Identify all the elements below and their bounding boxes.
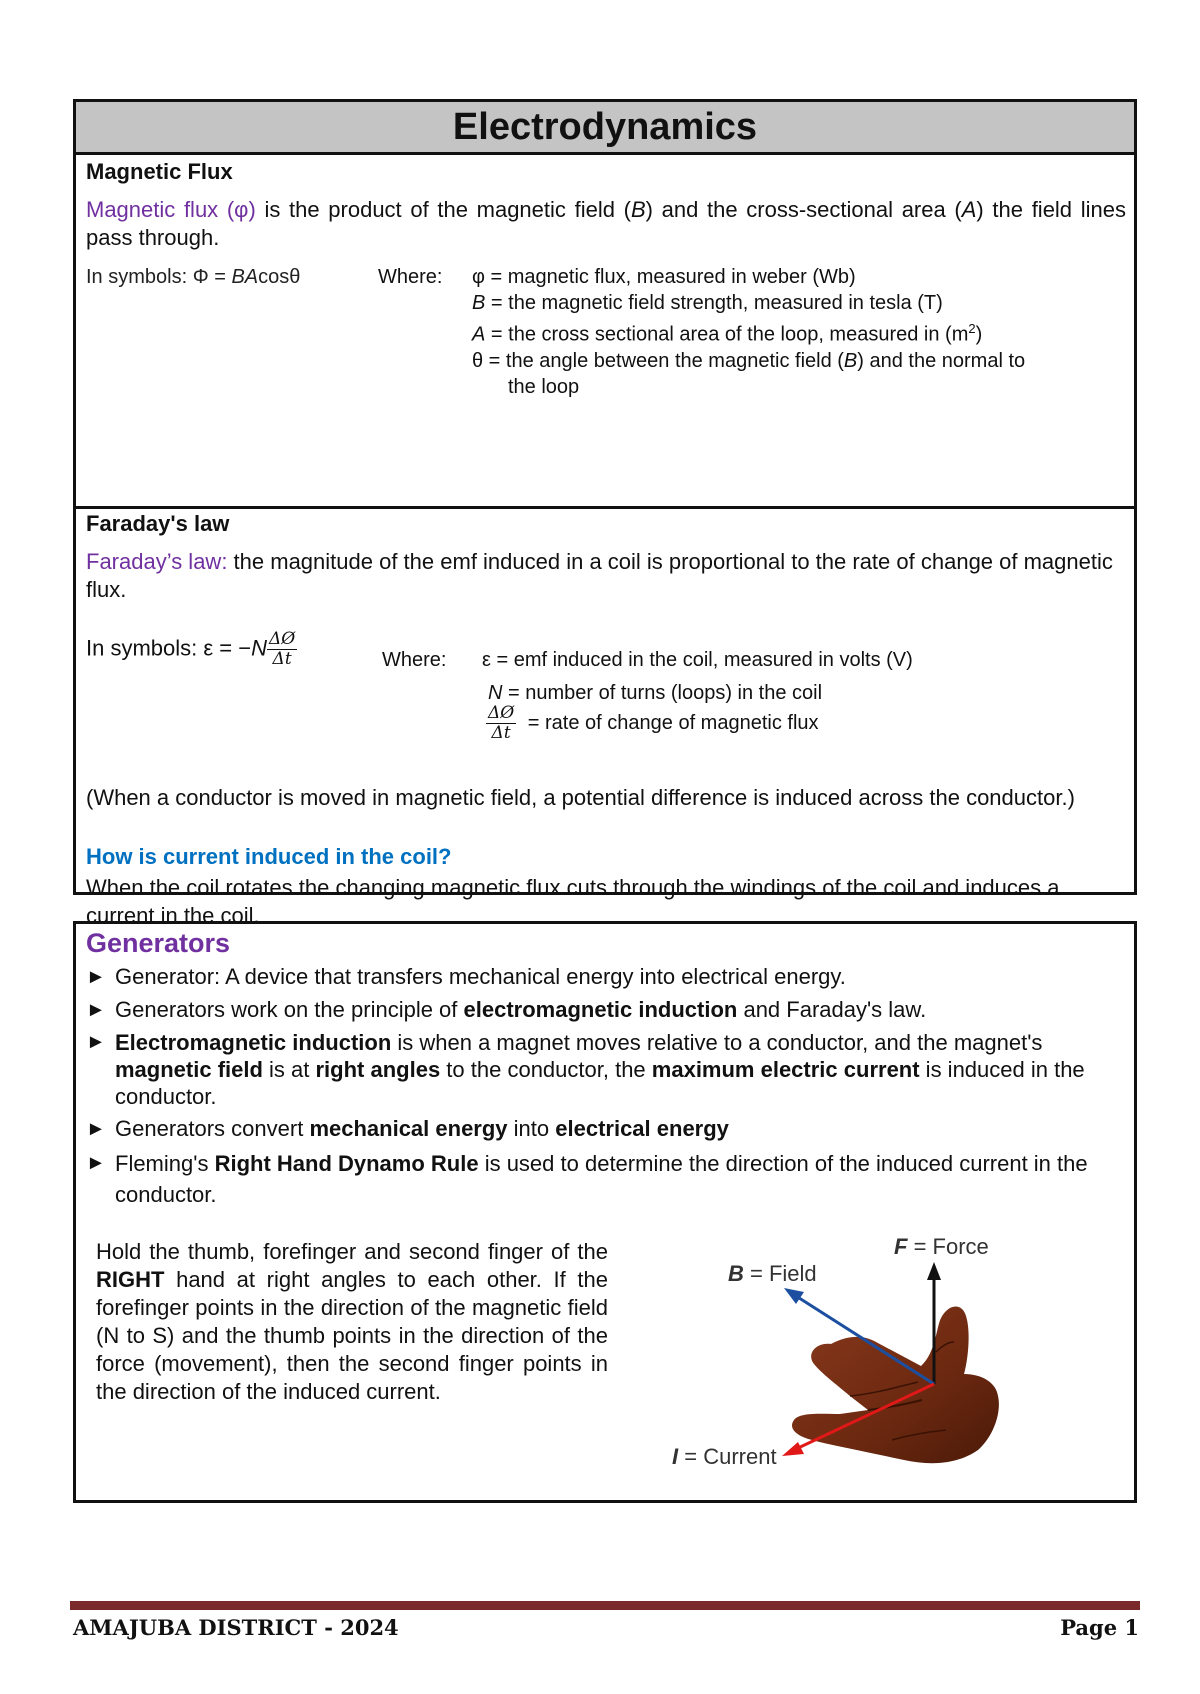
faradays-law-heading: Faraday's law [86, 511, 230, 536]
bullet-arrow-icon: ► [86, 1118, 106, 1140]
induction-question: How is current induced in the coil? [86, 844, 452, 869]
page-title: Electrodynamics [76, 102, 1134, 155]
faradays-law-section [76, 509, 1134, 928]
generators-bullet-list [86, 963, 1129, 1215]
flux-def-b: B = the magnetic field strength, measured in tesla (T) [472, 292, 943, 314]
flux-def-theta-cont: the loop [508, 375, 580, 398]
flux-formula: In symbols: Φ = BAcosθ [86, 266, 301, 288]
right-hand-rule-text: Hold the thumb, forefinger and second finger of the RIGHT hand at right angles to each other. If the forefinger points in the direction of the magnetic field (N to S) and the thumb points in the direction of the force (movement), then the second finger points in the direction of the induced current. [96, 1239, 608, 1404]
field-label: B = Field [728, 1261, 817, 1286]
flux-definitions [472, 264, 1112, 400]
bullet-arrow-icon: ► [86, 966, 106, 988]
flux-where-label: Where: [378, 266, 443, 288]
flux-def-theta: θ = the angle between the magnetic field (B) and the normal to [472, 349, 1026, 372]
flux-rate-fraction: $\frac{\Delta Ø}{\Delta t}$ [269, 629, 296, 669]
faraday-note: (When a conductor is moved in magnetic field, a potential difference is induced across the conductor.) [86, 785, 1075, 810]
faraday-def-emf: ε = emf induced in the coil, measured in volts (V) [482, 649, 913, 671]
faraday-def-n: N = number of turns (loops) in the coil [488, 682, 823, 704]
magnetic-flux-section [76, 155, 1134, 509]
flux-term: Magnetic flux (φ) [86, 197, 256, 222]
faraday-term: Faraday’s law: [86, 549, 228, 574]
current-label: I = Current [672, 1444, 777, 1469]
bullet-arrow-icon: ► [86, 999, 106, 1021]
induction-answer: When the coil rotates the changing magnetic flux cuts through the windings of the coil and induces a current in the coil. [86, 875, 1060, 928]
generators-heading: Generators [86, 928, 231, 958]
right-hand-rule-diagram [636, 1224, 1096, 1469]
list-item: ► Generators work on the principle of electromagnetic induction and Faraday's law. [86, 997, 927, 1022]
magnetic-flux-definition: Magnetic flux (φ) is the product of the magnetic field (B) and the cross-sectional area (A) the field lines pass through. [86, 197, 1126, 250]
footer-divider [70, 1601, 1140, 1610]
right-hand-illustration [792, 1306, 999, 1463]
faradays-law-definition: Faraday’s law: the magnitude of the emf induced in a coil is proportional to the rate of change of magnetic flux. [86, 549, 1113, 602]
list-item: ► Generator: A device that transfers mechanical energy into electrical energy. [86, 964, 846, 989]
magnetic-flux-heading: Magnetic Flux [86, 159, 233, 184]
footer-district: AMAJUBA DISTRICT - 2024 [73, 1615, 399, 1640]
bullet-arrow-icon: ► [86, 1152, 106, 1174]
flux-rate-fraction-small: $\frac{\Delta Ø}{\Delta t}$ [488, 703, 515, 743]
electrodynamics-box [73, 99, 1137, 928]
list-item: ► Generators convert mechanical energy into electrical energy [86, 1116, 729, 1141]
flux-def-phi: φ = magnetic flux, measured in weber (Wb) [472, 266, 856, 288]
faraday-def-rate: $\frac{\Delta Ø}{\Delta t}$ = rate of change of magnetic flux [488, 703, 819, 743]
force-label: F = Force [894, 1234, 989, 1259]
flux-def-a: A = the cross sectional area of the loop, measured in $(m^2)$ [472, 321, 983, 346]
bullet-arrow-icon: ► [86, 1031, 106, 1053]
faraday-formula: In symbols: ε = −N $\frac{\Delta Ø}{\Delta t}$ [86, 629, 296, 669]
list-item: ► Electromagnetic induction is when a magnet moves relative to a conductor, and the magnet's magnetic field is at right angles to the conductor, the maximum electric current is induced in the conductor. [86, 1030, 1085, 1109]
generators-box [73, 921, 1137, 1503]
page-number: Page 1 [1060, 1615, 1139, 1640]
faraday-where-label: Where: [382, 649, 447, 671]
list-item: ► Fleming's Right Hand Dynamo Rule is used to determine the direction of the induced current in the conductor. [86, 1148, 1129, 1210]
